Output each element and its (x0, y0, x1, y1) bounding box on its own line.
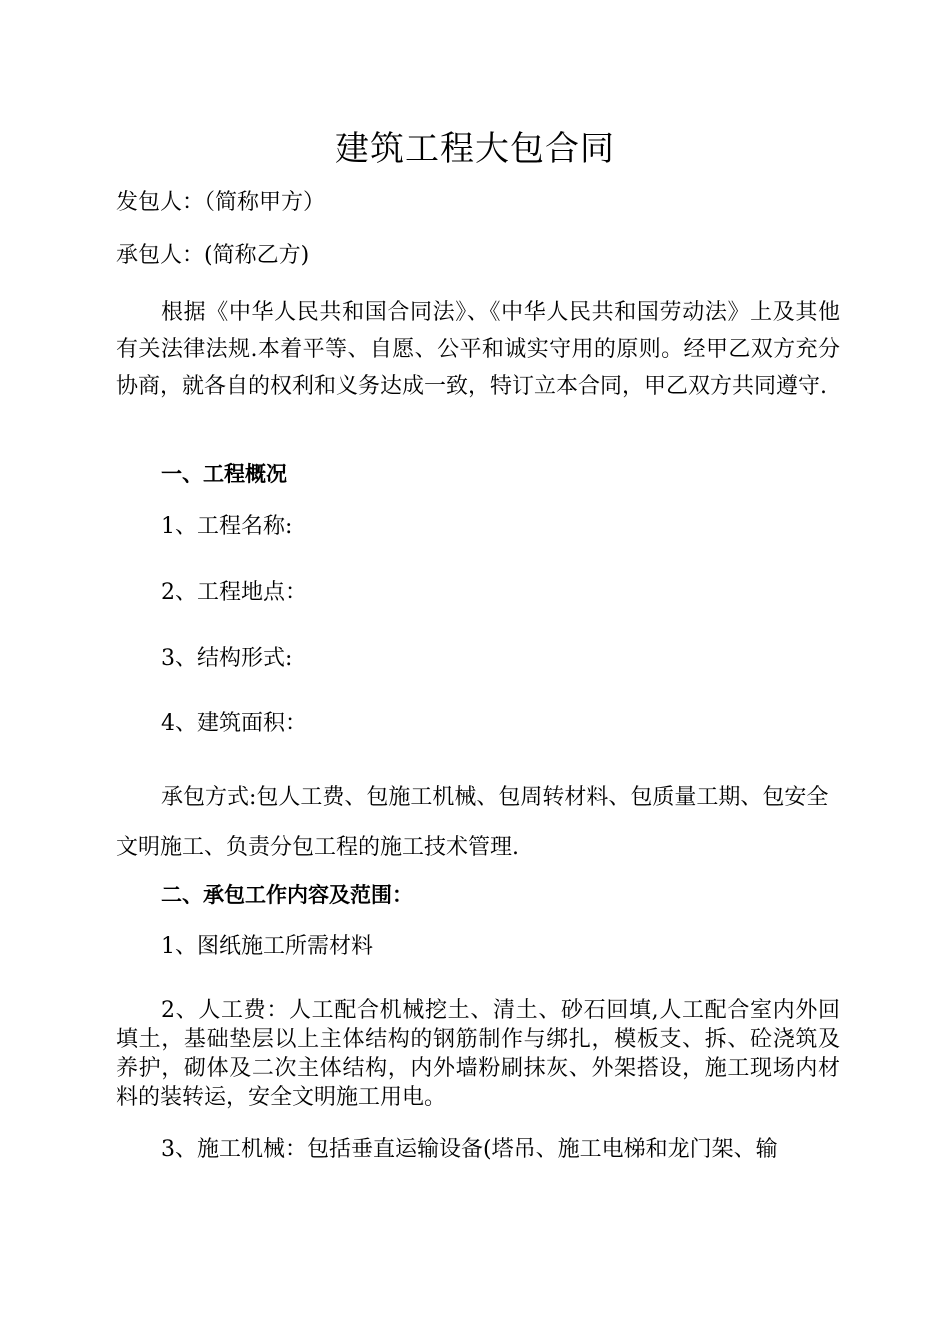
party-b-line: 承包人：(简称乙方) (116, 243, 310, 268)
project-name-item: 1、工程名称: (161, 514, 293, 539)
party-a-line: 发包人：（简称甲方） (116, 190, 326, 215)
document-title: 建筑工程大包合同 (335, 129, 615, 169)
section-heading-overview: 一、工程概况 (161, 462, 287, 486)
intro-paragraph: 根据《中华人民共和国合同法》、《中华人民共和国劳动法》上及其他有关法律法规.本着平等、自愿、公平和诚实守用的原则。经甲乙双方充分协商，就各自的权利和义务达成一致，特订立本合同，甲乙双方共同遵守. (116, 300, 840, 399)
scope-item-labor: 2、人工费：人工配合机械挖土、清土、砂石回填,人工配合室内外回填土，基础垫层以上主体结构的钢筋制作与绑扎，模板支、拆、砼浇筑及养护，砌体及二次主体结构，内外墙粉刷抹灰、外架搭设，施工现场内材料的装转运，安全文明施工用电。 (116, 998, 840, 1110)
project-location-item: 2、工程地点： (161, 580, 307, 605)
scope-item-materials: 1、图纸施工所需材料 (161, 934, 373, 959)
contract-mode-paragraph: 承包方式:包人工费、包施工机械、包周转材料、包质量工期、包安全文明施工、负责分包工程的施工技术管理. (116, 785, 829, 860)
scope-item-machinery: 3、施工机械：包括垂直运输设备(塔吊、施工电梯和龙门架、输 (161, 1137, 778, 1162)
section-heading-scope: 二、承包工作内容及范围： (161, 883, 413, 907)
structure-type-item: 3、结构形式: (161, 646, 293, 671)
building-area-item: 4、建筑面积： (161, 711, 307, 736)
